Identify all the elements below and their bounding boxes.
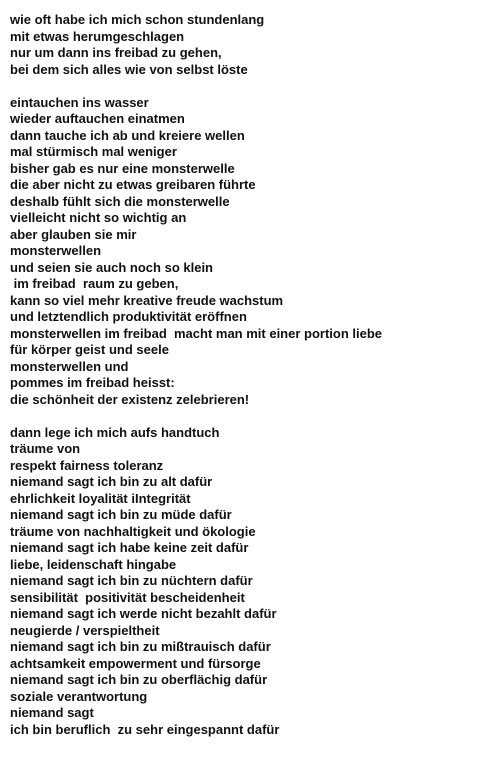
poem-line: ehrlichkeit loyalität iIntegrität xyxy=(10,490,191,506)
poem-line: nur um dann ins freibad zu gehen, xyxy=(10,45,222,60)
poem-line: deshalb fühlt sich die monsterwelle xyxy=(10,193,230,209)
poem-line: niemand sagt ich werde nicht bezahlt dafür xyxy=(10,606,277,621)
poem-line: pommes im freibad heisst: xyxy=(10,375,175,390)
poem-line: die schönheit der existenz zelebrieren! xyxy=(10,391,250,407)
poem-line: ich bin beruflich zu sehr eingespannt dafür xyxy=(10,721,280,737)
poem-line: monsterwellen xyxy=(10,243,102,258)
stanza-1 xyxy=(10,12,490,78)
poem-line: niemand sagt ich bin zu mißtrauisch dafür xyxy=(10,639,271,654)
poem-line: und seien sie auch noch so klein xyxy=(10,259,213,275)
poem-line: liebe, leidenschaft hingabe xyxy=(10,556,177,572)
poem-line: bisher gab es nur eine monsterwelle xyxy=(10,160,235,176)
poem-line: wieder auftauchen einatmen xyxy=(10,111,185,126)
poem-line: monsterwellen und xyxy=(10,358,129,374)
poem-line: bei dem sich alles wie von selbst löste xyxy=(10,61,248,77)
poem-line: eintauchen ins wasser xyxy=(10,94,149,110)
poem-line: monsterwellen im freibad macht man mit einer portion liebe xyxy=(10,325,383,341)
poem-line: dann tauche ich ab und kreiere wellen xyxy=(10,127,245,143)
poem-document xyxy=(10,12,490,755)
poem-line: im freibad raum zu geben, xyxy=(10,276,179,291)
poem-line: und letztendlich produktivität eröffnen xyxy=(10,309,247,324)
poem-line: aber glauben sie mir xyxy=(10,226,137,242)
poem-line: kann so viel mehr kreative freude wachstum xyxy=(10,292,284,308)
poem-line: niemand sagt xyxy=(10,705,94,720)
poem-line: mit etwas herumgeschlagen xyxy=(10,28,185,44)
poem-line: für körper geist und seele xyxy=(10,342,169,357)
poem-line: achtsamkeit empowerment und fürsorge xyxy=(10,655,261,671)
poem-line: soziale verantwortung xyxy=(10,688,148,704)
poem-line: vielleicht nicht so wichtig an xyxy=(10,210,187,225)
poem-line: sensibilität positivität bescheidenheit xyxy=(10,589,245,605)
poem-line: träume von nachhaltigkeit und ökologie xyxy=(10,523,256,539)
poem-line: niemand sagt ich bin zu oberflächig dafür xyxy=(10,672,268,687)
poem-line: niemand sagt ich bin zu müde dafür xyxy=(10,507,232,522)
stanza-2 xyxy=(10,95,490,409)
poem-line: träume von xyxy=(10,441,81,456)
poem-line: neugierde / verspieltheit xyxy=(10,622,160,638)
poem-line: wie oft habe ich mich schon stundenlang xyxy=(10,12,265,27)
poem-line: mal stürmisch mal weniger xyxy=(10,144,177,159)
poem-line: niemand sagt ich bin zu alt dafür xyxy=(10,474,213,489)
poem-line: die aber nicht zu etwas greibaren führte xyxy=(10,177,256,192)
stanza-3 xyxy=(10,425,490,739)
poem-line: niemand sagt ich bin zu nüchtern dafür xyxy=(10,573,253,588)
poem-line: respekt fairness toleranz xyxy=(10,457,164,473)
poem-line: dann lege ich mich aufs handtuch xyxy=(10,424,220,440)
poem-line: niemand sagt ich habe keine zeit dafür xyxy=(10,540,249,555)
